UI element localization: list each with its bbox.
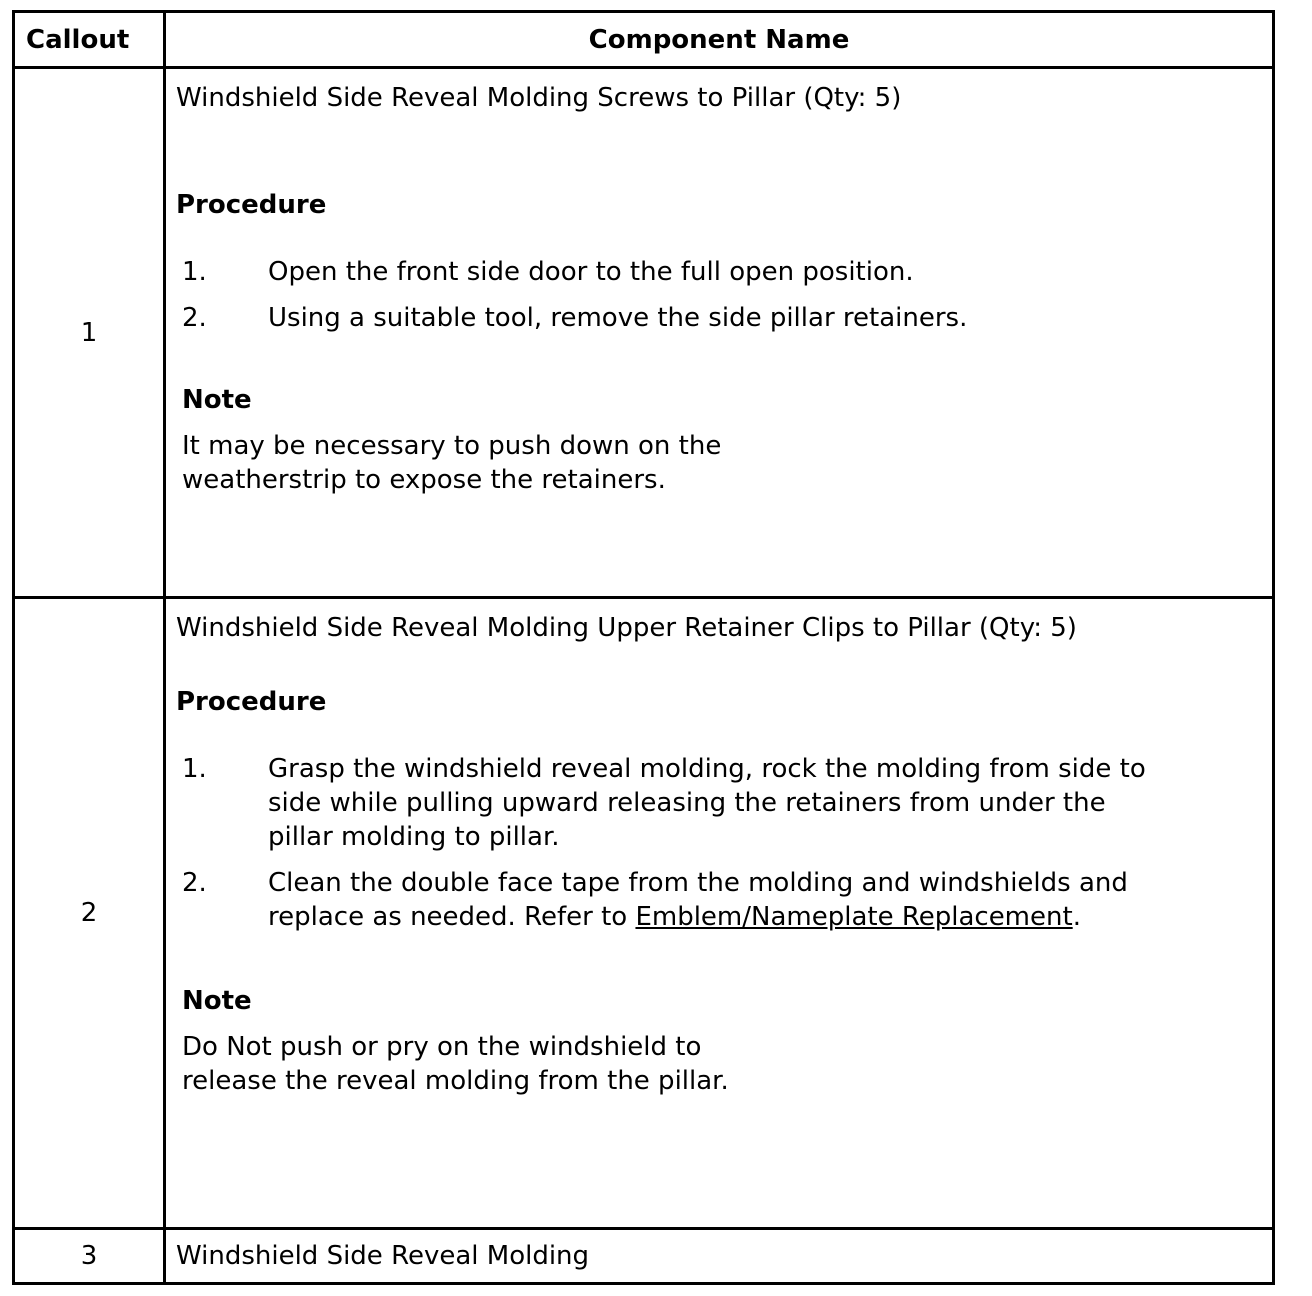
component-cell xyxy=(165,598,1274,1229)
step-text: Grasp the windshield reveal molding, rock the molding from side to side while pulling upward releasing the retainers from under the pillar molding to pillar. xyxy=(268,754,1146,852)
table-row xyxy=(14,68,1274,598)
step-text: Using a suitable tool, remove the side pillar retainers. xyxy=(268,303,968,333)
note-text: Do Not push or pry on the windshield to release the reveal molding from the pillar. xyxy=(182,1032,729,1096)
step-text-post: . xyxy=(1072,902,1081,932)
callout-number: 3 xyxy=(14,1229,165,1284)
component-title: Windshield Side Reveal Molding xyxy=(176,1241,590,1271)
list-item xyxy=(176,752,1260,854)
step-number: 1. xyxy=(182,257,207,287)
procedure-heading: Procedure xyxy=(176,190,327,220)
procedure-steps xyxy=(176,752,1260,934)
header-row xyxy=(14,12,1274,68)
component-column-header: Component Name xyxy=(165,12,1274,68)
step-text: Open the front side door to the full open position. xyxy=(268,257,914,287)
step-number: 2. xyxy=(182,303,207,333)
component-cell xyxy=(165,1229,1274,1284)
emblem-nameplate-replacement-link[interactable]: Emblem/Nameplate Replacement xyxy=(635,902,1073,932)
step-text xyxy=(268,866,1148,934)
procedure-table xyxy=(12,10,1275,1285)
component-title: Windshield Side Reveal Molding Screws to Pillar (Qty: 5) xyxy=(176,83,902,113)
component-title: Windshield Side Reveal Molding Upper Retainer Clips to Pillar (Qty: 5) xyxy=(176,613,1077,643)
callout-number: 1 xyxy=(14,68,165,598)
step-number: 1. xyxy=(182,754,207,784)
callout-column-header: Callout xyxy=(14,12,165,68)
list-item xyxy=(176,866,1260,934)
table-row xyxy=(14,598,1274,1229)
component-cell xyxy=(165,68,1274,598)
procedure-heading: Procedure xyxy=(176,687,327,717)
callout-number: 2 xyxy=(14,598,165,1229)
step-text-pre: Clean the double face tape from the molding and windshields and replace as needed. Refer to xyxy=(268,868,1128,932)
note-heading: Note xyxy=(182,986,252,1016)
list-item xyxy=(176,255,1260,289)
table-row xyxy=(14,1229,1274,1284)
list-item xyxy=(176,301,1260,335)
procedure-steps xyxy=(176,255,1260,335)
note-heading: Note xyxy=(182,385,252,415)
step-number: 2. xyxy=(182,868,207,898)
note-text: It may be necessary to push down on the weatherstrip to expose the retainers. xyxy=(182,431,722,495)
